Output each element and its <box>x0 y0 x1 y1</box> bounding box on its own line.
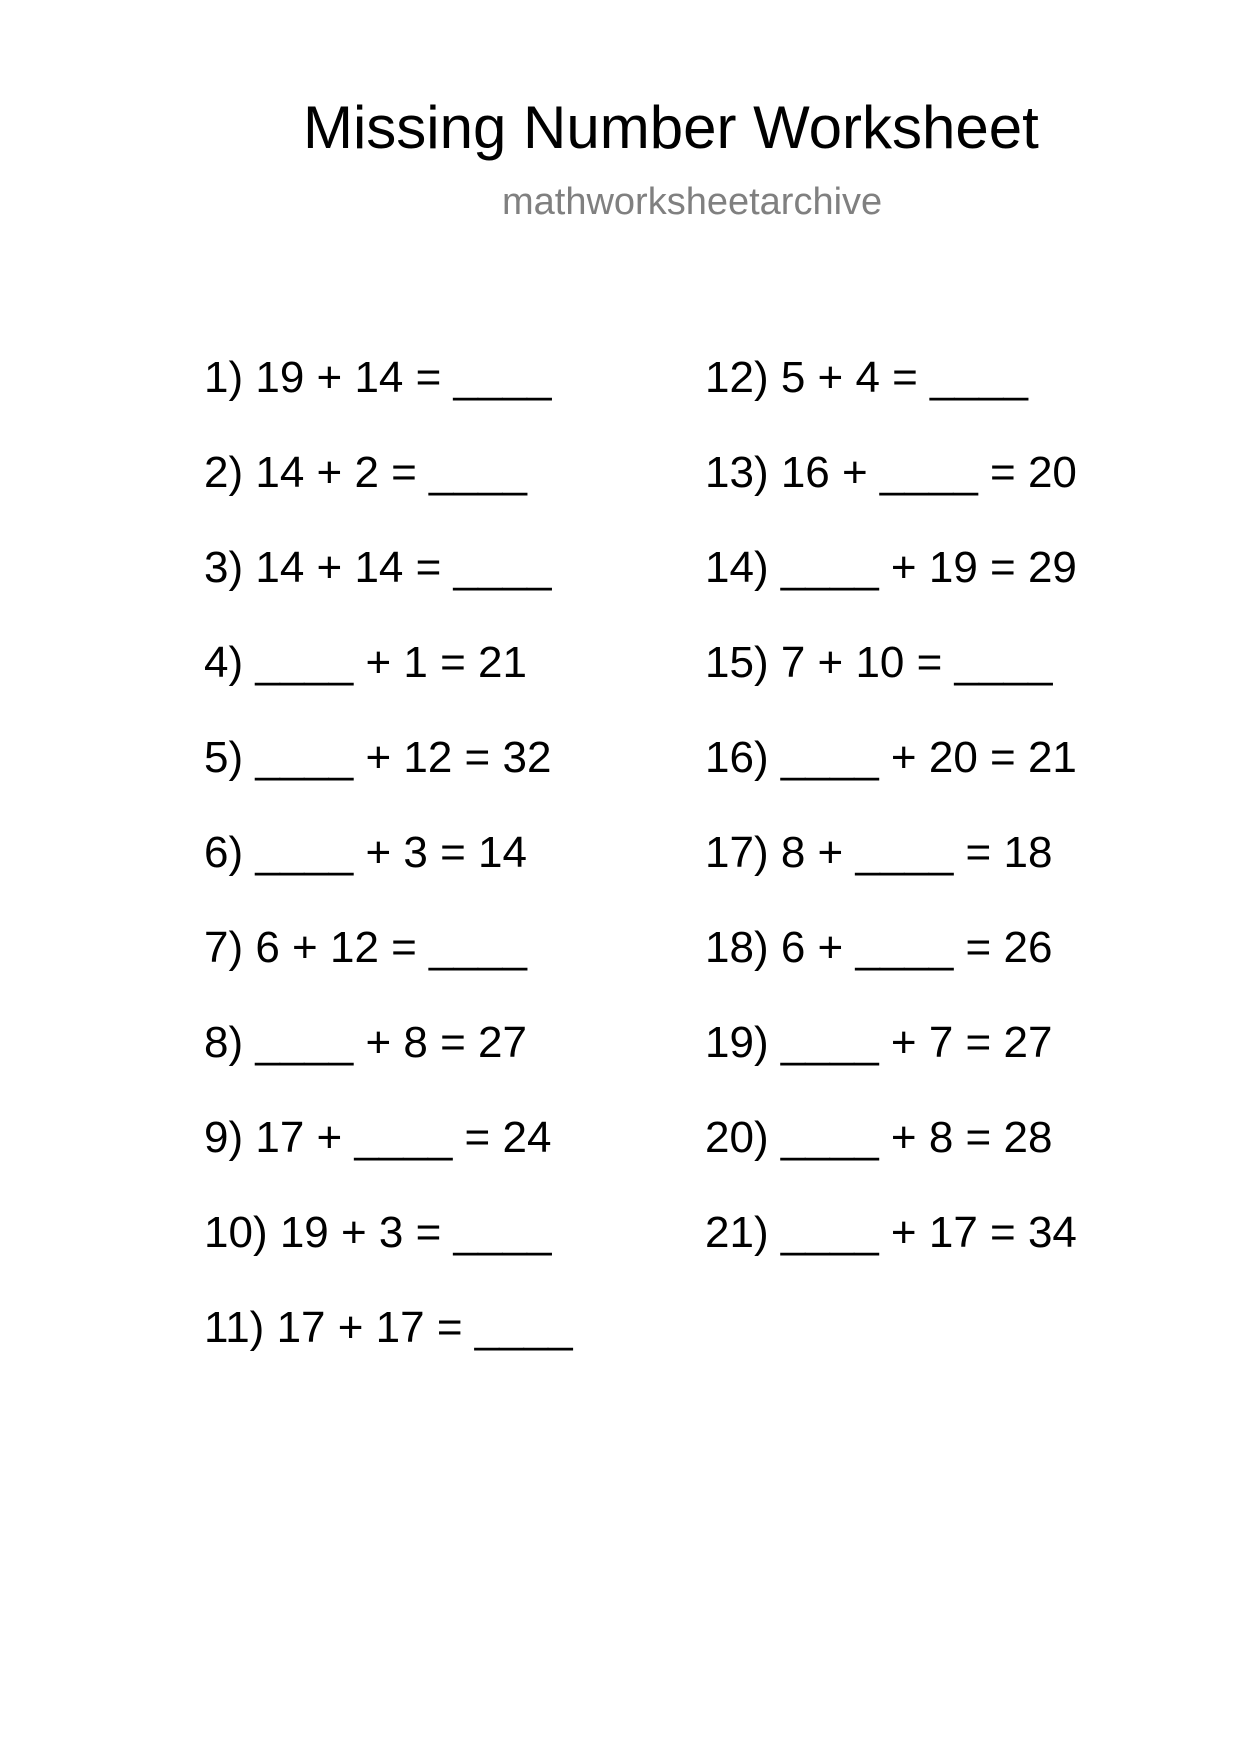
problem-equation[interactable]: 19 + 3 = ____ <box>279 1208 552 1257</box>
problem-number: 14) <box>705 543 769 592</box>
problem-equation[interactable]: ____ + 8 = 27 <box>255 1018 527 1067</box>
problem-equation[interactable]: ____ + 8 = 28 <box>780 1113 1053 1162</box>
problem-equation[interactable]: ____ + 1 = 21 <box>255 638 527 687</box>
problem-number: 8) <box>204 1018 244 1067</box>
problem-number: 11) <box>204 1303 265 1352</box>
problem-equation[interactable]: ____ + 7 = 27 <box>780 1018 1053 1067</box>
problem-number: 10) <box>204 1208 268 1257</box>
problem-16 <box>705 710 1077 805</box>
problem-number: 7) <box>204 923 244 972</box>
problem-equation[interactable]: 8 + ____ = 18 <box>780 828 1053 877</box>
problem-number: 21) <box>705 1208 769 1257</box>
problem-equation[interactable]: 5 + 4 = ____ <box>780 353 1028 402</box>
problem-number: 13) <box>705 448 769 497</box>
worksheet-source: mathworksheetarchive <box>502 181 883 223</box>
problem-3 <box>204 520 573 615</box>
problem-17 <box>705 805 1077 900</box>
problem-equation[interactable]: 14 + 2 = ____ <box>255 448 527 497</box>
problem-1 <box>204 330 573 425</box>
problem-number: 17) <box>705 828 769 877</box>
problem-13 <box>705 425 1077 520</box>
problem-number: 18) <box>705 923 769 972</box>
problem-number: 4) <box>204 638 244 687</box>
problem-equation[interactable]: 17 + ____ = 24 <box>255 1113 552 1162</box>
problem-6 <box>204 805 573 900</box>
problem-15 <box>705 615 1077 710</box>
worksheet-title: Missing Number Worksheet <box>303 94 1039 161</box>
problem-equation[interactable]: 6 + ____ = 26 <box>780 923 1053 972</box>
problem-column-right <box>705 330 1077 1280</box>
problem-number: 15) <box>705 638 769 687</box>
problem-equation[interactable]: ____ + 19 = 29 <box>780 543 1077 592</box>
problem-9 <box>204 1090 573 1185</box>
problem-equation[interactable]: 6 + 12 = ____ <box>255 923 527 972</box>
problem-11 <box>204 1280 573 1375</box>
problem-number: 1) <box>204 353 244 402</box>
problem-number: 9) <box>204 1113 244 1162</box>
problem-number: 6) <box>204 828 244 877</box>
problem-10 <box>204 1185 573 1280</box>
problem-12 <box>705 330 1077 425</box>
problem-equation[interactable]: 17 + 17 = ____ <box>276 1303 573 1352</box>
problem-7 <box>204 900 573 995</box>
problem-equation[interactable]: ____ + 17 = 34 <box>780 1208 1077 1257</box>
problem-equation[interactable]: 14 + 14 = ____ <box>255 543 552 592</box>
problem-equation[interactable]: ____ + 12 = 32 <box>255 733 552 782</box>
problem-19 <box>705 995 1077 1090</box>
problem-number: 2) <box>204 448 244 497</box>
problem-18 <box>705 900 1077 995</box>
problem-number: 20) <box>705 1113 769 1162</box>
problem-number: 16) <box>705 733 769 782</box>
problem-number: 12) <box>705 353 769 402</box>
problem-equation[interactable]: ____ + 3 = 14 <box>255 828 527 877</box>
problem-number: 19) <box>705 1018 769 1067</box>
problem-equation[interactable]: 19 + 14 = ____ <box>255 353 552 402</box>
problem-5 <box>204 710 573 805</box>
problem-number: 5) <box>204 733 244 782</box>
problem-20 <box>705 1090 1077 1185</box>
problem-21 <box>705 1185 1077 1280</box>
problem-2 <box>204 425 573 520</box>
problem-8 <box>204 995 573 1090</box>
problem-number: 3) <box>204 543 244 592</box>
problem-column-left <box>204 330 573 1375</box>
problem-14 <box>705 520 1077 615</box>
problem-equation[interactable]: 7 + 10 = ____ <box>780 638 1053 687</box>
problem-equation[interactable]: 16 + ____ = 20 <box>780 448 1077 497</box>
problem-4 <box>204 615 573 710</box>
problem-equation[interactable]: ____ + 20 = 21 <box>780 733 1077 782</box>
